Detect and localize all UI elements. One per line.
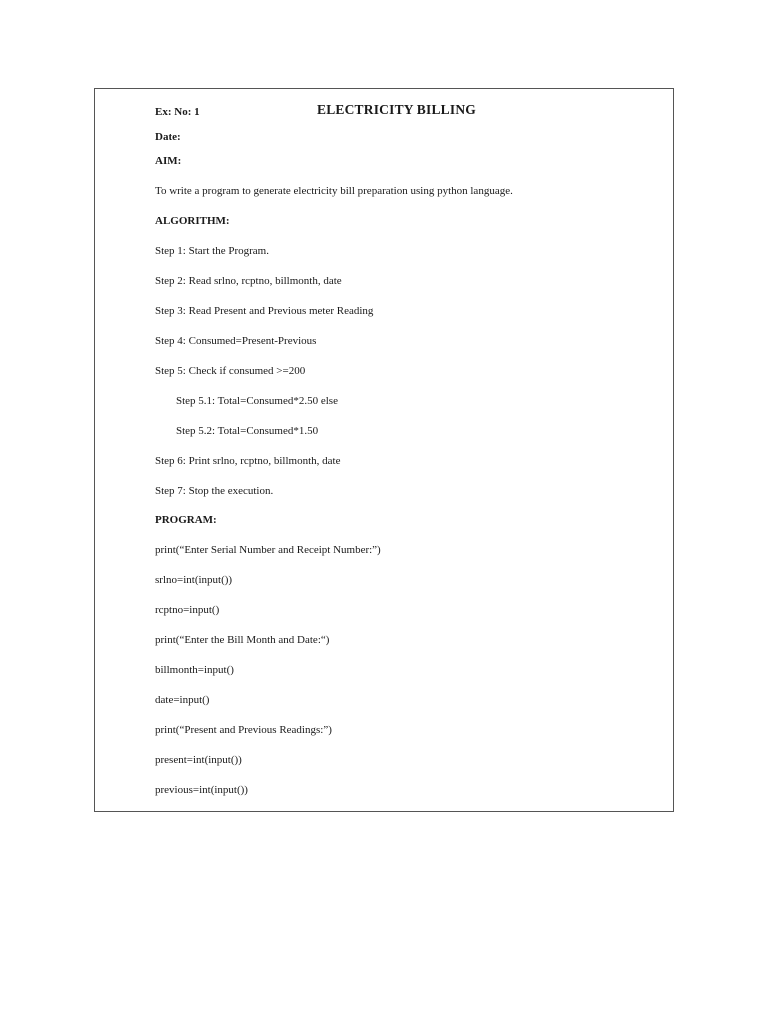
- algorithm-step: Step 6: Print srlno, rcptno, billmonth, date: [155, 455, 341, 467]
- document-page: [94, 88, 674, 812]
- algorithm-heading: ALGORITHM:: [155, 215, 230, 227]
- algorithm-step: Step 5: Check if consumed >=200: [155, 365, 306, 377]
- program-line: print(“Present and Previous Readings:”): [155, 724, 332, 736]
- program-line: srlno=int(input()): [155, 574, 233, 586]
- algorithm-step: Step 4: Consumed=Present-Previous: [155, 335, 317, 347]
- aim-heading: AIM:: [155, 155, 182, 167]
- program-line: present=int(input()): [155, 754, 242, 766]
- program-line: print(“Enter Serial Number and Receipt Number:”): [155, 544, 381, 556]
- program-heading: PROGRAM:: [155, 514, 217, 526]
- algorithm-step: Step 3: Read Present and Previous meter Reading: [155, 305, 374, 317]
- aim-text: To write a program to generate electricity bill preparation using python language.: [155, 185, 513, 197]
- date-label: Date:: [155, 131, 181, 143]
- page-title: ELECTRICITY BILLING: [317, 102, 476, 117]
- algorithm-step: Step 1: Start the Program.: [155, 245, 269, 257]
- program-line: billmonth=input(): [155, 664, 234, 676]
- exercise-number: Ex: No: 1: [155, 106, 200, 118]
- algorithm-step: Step 2: Read srlno, rcptno, billmonth, date: [155, 275, 342, 287]
- program-line: date=input(): [155, 694, 210, 706]
- algorithm-substep: Step 5.2: Total=Consumed*1.50: [176, 425, 319, 437]
- algorithm-substep: Step 5.1: Total=Consumed*2.50 else: [176, 395, 338, 407]
- program-line: rcptno=input(): [155, 604, 220, 616]
- program-line: print(“Enter the Bill Month and Date:“): [155, 634, 330, 646]
- algorithm-step: Step 7: Stop the execution.: [155, 485, 274, 497]
- program-line: previous=int(input()): [155, 784, 248, 796]
